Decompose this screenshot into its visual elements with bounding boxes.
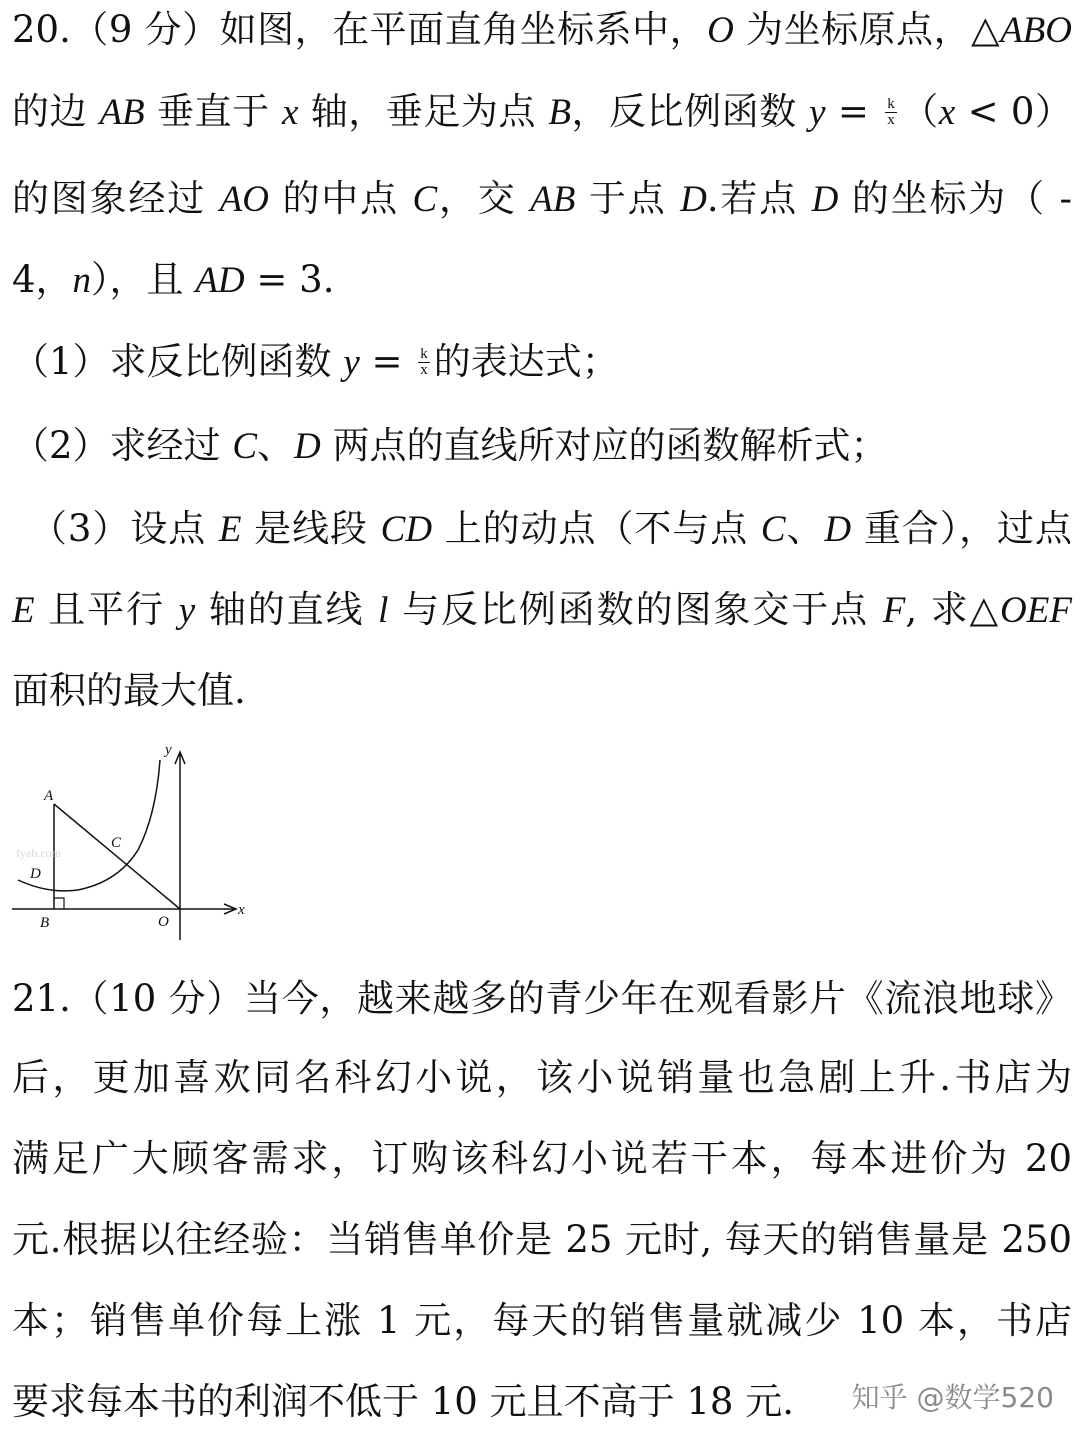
q20-line-1: 20.（9 分）如图，在平面直角坐标系中，O 为坐标原点，△ABO xyxy=(12,8,1072,51)
q20-line-2: 的边 AB 垂直于 x 轴，垂足为点 B，反比例函数 y = $\frac{k}{x}$ （x < 0） xyxy=(12,90,1073,133)
label-a: A xyxy=(44,788,54,804)
q20-part-3: （3）设点 E 是线段 CD 上的动点（不与点 C、D 重合），过点 xyxy=(30,507,1072,550)
q21-line-5: 本；销售单价每上涨 1 元，每天的销售量就减少 10 本，书店 xyxy=(12,1299,1072,1342)
label-o: O xyxy=(158,914,169,930)
q21-line-4: 元.根据以往经验：当销售单价是 25 元时, 每天的销售量是 250 xyxy=(12,1218,1072,1261)
q21-line-3: 满足广大顾客需求，订购该科幻小说若干本，每本进价为 20 xyxy=(12,1137,1072,1180)
fraction-k-over-x: $\frac{k}{x}$ xyxy=(887,96,895,128)
q20-line-3: 的图象经过 AO 的中点 C，交 AB 于点 D.若点 D 的坐标为（ - xyxy=(12,177,1072,220)
label-c: C xyxy=(111,835,122,851)
label-y: y xyxy=(165,742,172,758)
zhihu-watermark: 知乎 @数学520 xyxy=(851,1381,1054,1414)
segment-ao xyxy=(54,804,180,909)
q20-part-2: （2）求经过 C、D 两点的直线所对应的函数解析式； xyxy=(12,424,888,467)
fraction-k-over-x: $\frac{k}{x}$ xyxy=(420,346,428,378)
q21-line-6: 要求每本书的利润不低于 10 元且不高于 18 元. xyxy=(12,1380,794,1423)
label-x: x xyxy=(238,902,245,918)
label-d: D xyxy=(30,866,41,882)
q21-line-1: 21.（10 分）当今，越来越多的青少年在观看影片《流浪地球》 xyxy=(12,977,1072,1020)
q20-part-1: （1）求反比例函数 y = $\frac{k}{x}$ 的表达式； xyxy=(12,340,619,383)
q20-line-4: 4，n），且 AD = 3. xyxy=(12,258,335,301)
coordinate-figure xyxy=(8,740,258,945)
label-b: B xyxy=(40,915,50,931)
q20-line-9: 面积的最大值. xyxy=(12,669,246,712)
figure-watermark: fyab.com xyxy=(16,846,61,860)
right-angle-mark xyxy=(54,898,64,909)
q21-line-2: 后，更加喜欢同名科幻小说，该小说销量也急剧上升.书店为 xyxy=(12,1056,1072,1099)
q20-line-8: E 且平行 y 轴的直线 l 与反比例函数的图象交于点 F, 求△OEF xyxy=(12,588,1072,631)
